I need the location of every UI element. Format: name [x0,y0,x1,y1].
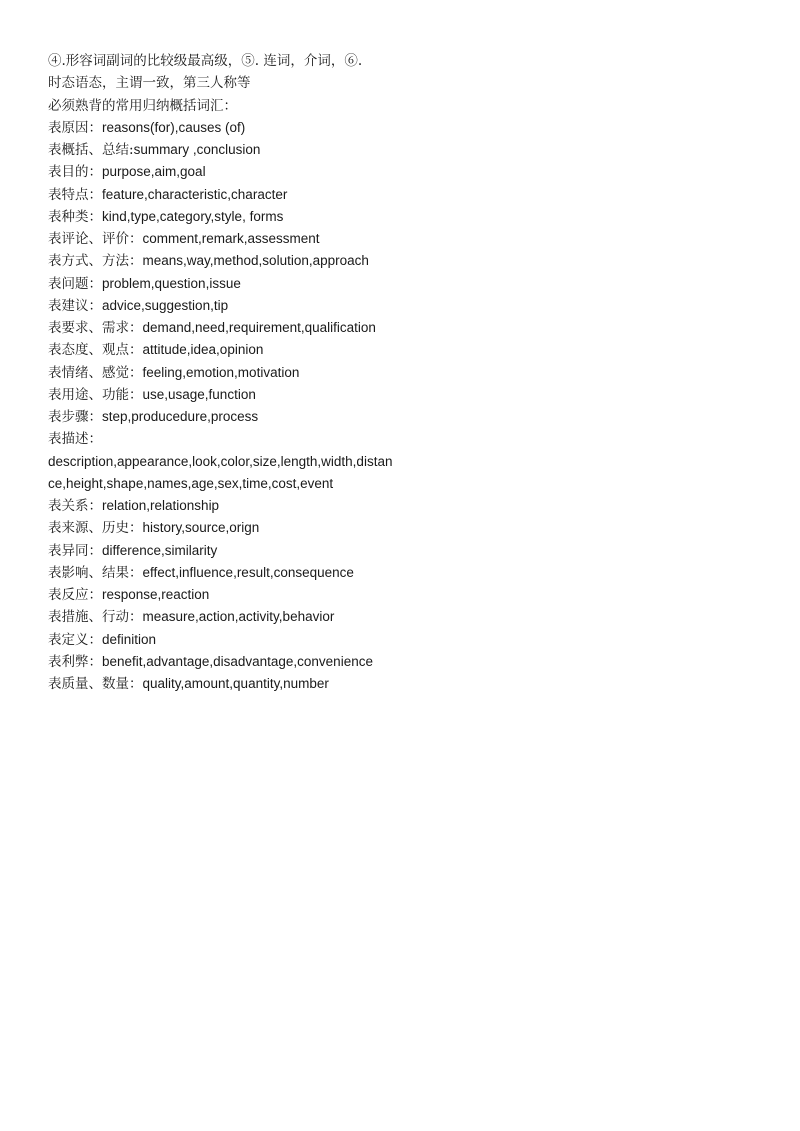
vocab-words: definition [102,631,157,647]
vocab-list [48,117,393,696]
vocab-item [48,495,393,517]
vocab-words: comment,remark,assessment [142,231,320,246]
vocab-item [48,517,393,539]
vocab-item [48,406,393,428]
vocab-item [48,295,393,317]
vocab-item [48,584,393,606]
vocab-label: 表问题： [48,275,102,292]
vocab-item [48,139,393,161]
vocab-item [48,629,393,651]
vocab-label: 表影响、结果： [48,564,143,581]
vocab-item [48,428,393,450]
vocab-item [48,250,393,272]
vocab-words: kind,type,category,style, forms [102,208,284,224]
vocab-label: 表用途、功能： [48,386,143,403]
vocab-words: effect,influence,result,consequence [142,564,354,580]
intro-line: ④.形容词副词的比较级最高级，⑤. 连词，介词，⑥. [48,53,363,69]
vocab-label: 表评论、评价： [48,231,143,247]
vocab-label: 表描述： [48,431,102,448]
vocab-label: 表概括、总结: [48,142,134,158]
vocab-words: measure,action,activity,behavior [142,609,335,625]
vocab-words: attitude,idea,opinion [142,342,264,358]
vocab-label: 表要求、需求： [48,320,143,336]
vocab-label: 表异同： [48,542,102,559]
vocab-label: 表目的： [48,164,102,181]
vocab-words: purpose,aim,goal [102,164,206,180]
vocab-item [48,273,393,295]
vocab-words: summary ,conclusion [133,142,261,157]
vocab-label: 表种类： [48,208,102,225]
vocab-words: reasons(for),causes (of) [102,119,246,135]
vocab-label: 表态度、观点： [48,342,143,359]
vocab-label: 表定义： [48,631,102,648]
vocab-label: 表原因： [48,119,102,136]
vocab-words: response,reaction [102,587,210,602]
vocab-words: use,usage,function [142,386,256,402]
vocab-label: 表方式、方法： [48,253,143,270]
vocab-item [48,651,393,673]
vocab-words: problem,question,issue [102,275,241,291]
vocab-label: 表来源、历史： [48,520,143,537]
vocab-item [48,206,393,228]
vocab-label: 表关系： [48,498,102,514]
description-words: description,appearance,look,color,size,length,width,distance,height,shape,names,age,sex,time,cost,event [48,453,393,491]
vocab-item [48,384,393,406]
vocab-label: 表质量、数量： [48,676,143,692]
intro-line: 时态语态，主谓一致，第三人称等 [48,75,251,92]
vocab-item [48,117,393,139]
vocab-words: history,source,orign [142,520,260,536]
intro-line: 必须熟背的常用归纳概括词汇： [48,97,237,114]
vocab-item [48,228,393,250]
vocab-label: 表措施、行动： [48,609,143,626]
vocab-item [48,606,393,628]
vocab-words: difference,similarity [102,542,218,558]
vocab-label: 表特点： [48,186,102,203]
document-page [48,50,393,695]
vocab-item [48,184,393,206]
vocab-item [48,161,393,183]
vocab-label: 表利弊： [48,653,102,670]
vocab-words: quality,amount,quantity,number [142,676,329,691]
vocab-item [48,362,393,384]
vocab-item [48,339,393,361]
vocab-words: benefit,advantage,disadvantage,convenience [102,653,373,669]
intro-block [48,50,393,117]
vocab-item [48,673,393,695]
vocab-item [48,540,393,562]
vocab-item [48,562,393,584]
vocab-words: feeling,emotion,motivation [142,364,300,380]
vocab-label: 表建议： [48,297,102,314]
vocab-words: relation,relationship [102,498,220,513]
vocab-item [48,317,393,339]
vocab-words: step,producedure,process [102,409,259,424]
vocab-words: demand,need,requirement,qualification [142,320,376,335]
vocab-label: 表步骤： [48,409,102,425]
vocab-label: 表反应： [48,587,102,603]
vocab-words: feature,characteristic,character [102,186,288,202]
vocab-words: advice,suggestion,tip [102,297,229,313]
vocab-label: 表情绪、感觉： [48,364,143,381]
vocab-words: means,way,method,solution,approach [142,253,369,269]
